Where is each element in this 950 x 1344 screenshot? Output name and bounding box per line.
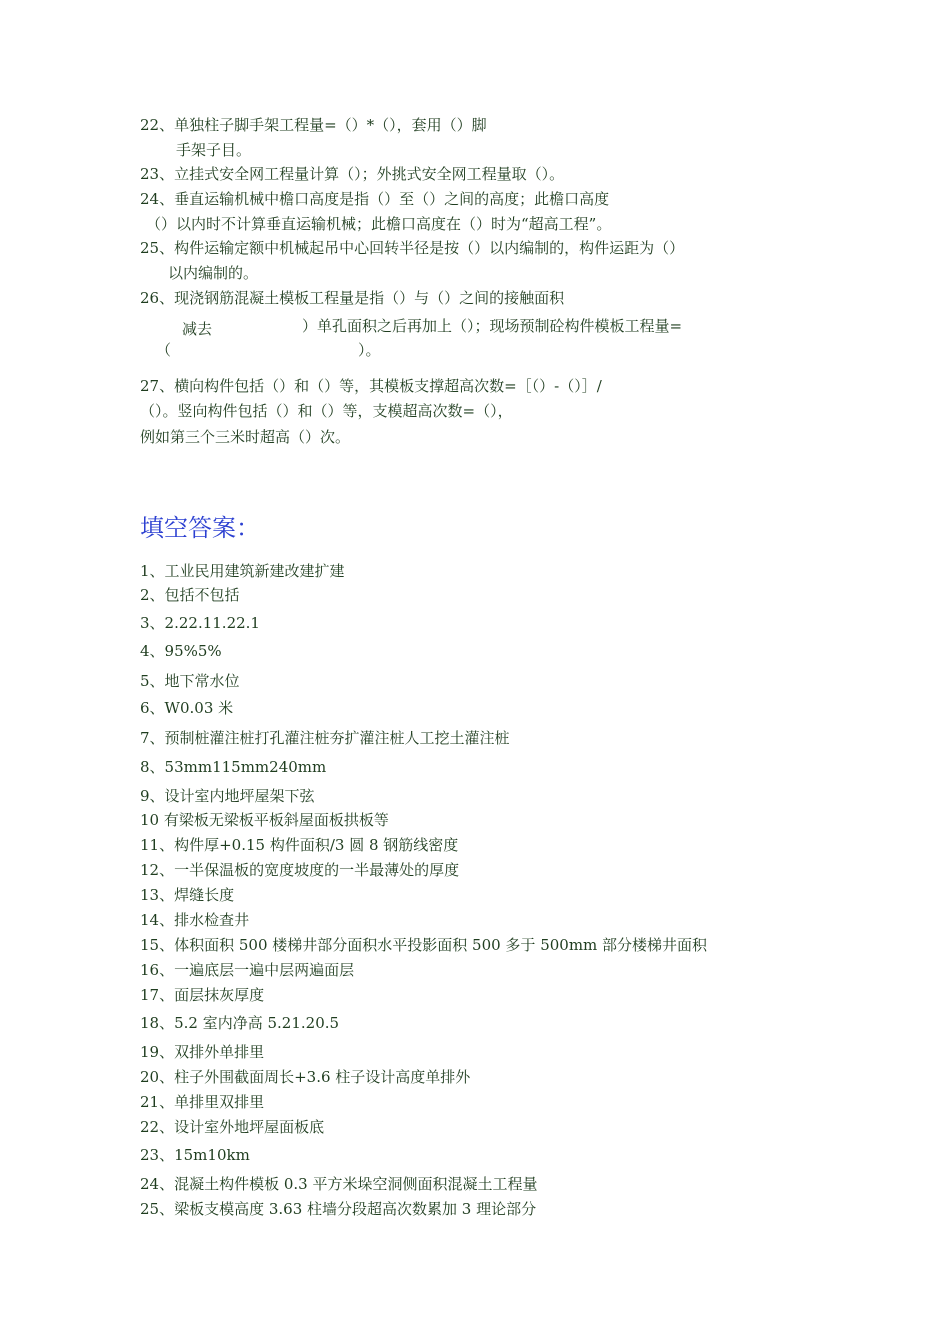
answer-item: 2、包括不包括 bbox=[140, 586, 240, 604]
question-27-line1: 27、横向构件包括（）和（）等，其模板支撑超高次数=［（）-（）］/ bbox=[140, 377, 602, 395]
answer-item: 11、构件厚+0.15 构件面积/3 圆 8 钢筋线密度 bbox=[140, 836, 459, 854]
answer-item: 23、15m10km bbox=[140, 1146, 250, 1164]
question-26-line2: ）单孔面积之后再加上（）；现场预制砼构件模板工程量= bbox=[302, 317, 683, 335]
question-23: 23、立挂式安全网工程量计算（）；外挑式安全网工程量取（）。 bbox=[140, 165, 565, 183]
answer-item: 6、W0.03 米 bbox=[140, 699, 234, 717]
answer-item: 10 有梁板无梁板平板斜屋面板拱板等 bbox=[140, 811, 389, 829]
answer-item: 21、单排里双排里 bbox=[140, 1093, 265, 1111]
answer-item: 8、53mm115mm240mm bbox=[140, 758, 327, 776]
answer-item: 24、混凝土构件模板 0.3 平方米垛空洞侧面积混凝土工程量 bbox=[140, 1175, 538, 1193]
answer-item: 18、5.2 室内净高 5.21.20.5 bbox=[140, 1014, 340, 1032]
question-27-line3: 例如第三个三米时超高（）次。 bbox=[140, 428, 351, 446]
answer-item: 16、一遍底层一遍中层两遍面层 bbox=[140, 961, 355, 979]
answer-item: 1、工业民用建筑新建改建扩建 bbox=[140, 562, 345, 580]
question-26-close-paren: ）。 bbox=[358, 341, 381, 359]
answer-item: 17、面层抹灰厚度 bbox=[140, 986, 265, 1004]
question-26-subtract: 减去 bbox=[182, 320, 213, 338]
question-25-line2: 以内编制的。 bbox=[168, 264, 259, 282]
answer-item: 20、柱子外围截面周长+3.6 柱子设计高度单排外 bbox=[140, 1068, 471, 1086]
answer-item: 22、设计室外地坪屋面板底 bbox=[140, 1118, 325, 1136]
question-27-line2: （）。竖向构件包括（）和（）等，支模超高次数=（）， bbox=[140, 402, 513, 420]
question-22-line1: 22、单独柱子脚手架工程量=（）*（），套用（）脚 bbox=[140, 116, 487, 134]
question-24-line2: （）以内时不计算垂直运输机械；此檐口高度在（）时为“超高工程”。 bbox=[146, 215, 612, 233]
answer-item: 19、双排外单排里 bbox=[140, 1043, 265, 1061]
question-26-line1: 26、现浇钢筋混凝土模板工程量是指（）与（）之间的接触面积 bbox=[140, 289, 565, 307]
question-25-line1: 25、构件运输定额中机械起吊中心回转半径是按（）以内编制的，构件运距为（） bbox=[140, 239, 685, 257]
question-22-line2: 手架子目。 bbox=[176, 141, 252, 159]
answer-item: 14、排水检查井 bbox=[140, 911, 250, 929]
question-24-line1: 24、垂直运输机械中檐口高度是指（）至（）之间的高度；此檐口高度 bbox=[140, 190, 610, 208]
answer-item: 15、体积面积 500 楼梯井部分面积水平投影面积 500 多于 500mm 部分楼梯井面积 bbox=[140, 936, 708, 954]
answer-item: 12、一半保温板的宽度坡度的一半最薄处的厚度 bbox=[140, 861, 460, 879]
answer-item: 9、设计室内地坪屋架下弦 bbox=[140, 787, 315, 805]
answer-item: 25、梁板支模高度 3.63 柱墙分段超高次数累加 3 理论部分 bbox=[140, 1200, 537, 1218]
answer-item: 3、2.22.11.22.1 bbox=[140, 614, 260, 632]
answers-heading: 填空答案： bbox=[140, 514, 260, 542]
answer-item: 5、地下常水位 bbox=[140, 672, 240, 690]
answer-item: 13、焊缝长度 bbox=[140, 886, 235, 904]
answer-item: 7、预制桩灌注桩打孔灌注桩夯扩灌注桩人工挖土灌注桩 bbox=[140, 729, 510, 747]
question-26-open-paren: （ bbox=[156, 341, 172, 359]
answer-item: 4、95%5% bbox=[140, 642, 222, 660]
